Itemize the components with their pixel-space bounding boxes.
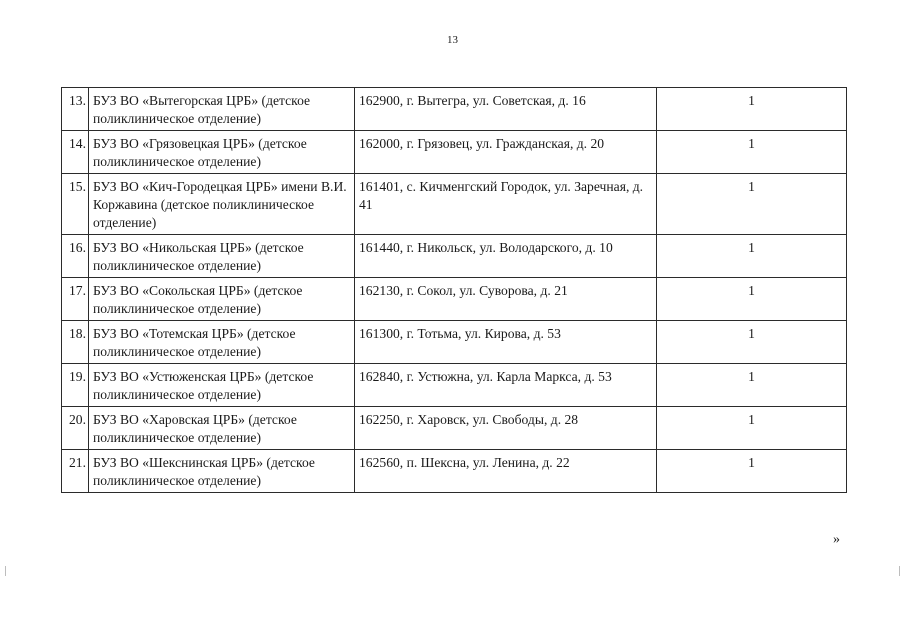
row-number-cell: 17. (62, 278, 89, 321)
facility-address-cell: 161440, г. Никольск, ул. Володарского, д. 10 (355, 235, 657, 278)
count-cell: 1 (657, 131, 847, 174)
facility-name-cell: БУЗ ВО «Сокольская ЦРБ» (детское поликлиническое отделение) (89, 278, 355, 321)
facility-address-cell: 161401, с. Кичменгский Городок, ул. Заречная, д. 41 (355, 174, 657, 235)
row-number-cell: 15. (62, 174, 89, 235)
scan-edge-mark (5, 566, 6, 576)
table-row (62, 407, 847, 450)
row-number-cell: 18. (62, 321, 89, 364)
facility-address-cell: 161300, г. Тотьма, ул. Кирова, д. 53 (355, 321, 657, 364)
scan-edge-mark (899, 566, 900, 576)
facilities-table (61, 87, 847, 493)
page-number: 13 (447, 34, 458, 46)
count-cell: 1 (657, 278, 847, 321)
table-row (62, 321, 847, 364)
table-row (62, 235, 847, 278)
table-row (62, 174, 847, 235)
facility-name-cell: БУЗ ВО «Никольская ЦРБ» (детское поликлиническое отделение) (89, 235, 355, 278)
row-number-cell: 19. (62, 364, 89, 407)
table-row (62, 88, 847, 131)
count-cell: 1 (657, 174, 847, 235)
facility-name-cell: БУЗ ВО «Харовская ЦРБ» (детское поликлиническое отделение) (89, 407, 355, 450)
facility-name-cell: БУЗ ВО «Грязовецкая ЦРБ» (детское поликлиническое отделение) (89, 131, 355, 174)
table-row (62, 364, 847, 407)
closing-quote-mark: » (833, 532, 840, 547)
row-number-cell: 16. (62, 235, 89, 278)
table-row (62, 131, 847, 174)
row-number-cell: 21. (62, 450, 89, 493)
facility-name-cell: БУЗ ВО «Кич-Городецкая ЦРБ» имени В.И. Коржавина (детское поликлиническое отделение) (89, 174, 355, 235)
table-row (62, 278, 847, 321)
count-cell: 1 (657, 407, 847, 450)
row-number-cell: 14. (62, 131, 89, 174)
facility-address-cell: 162250, г. Харовск, ул. Свободы, д. 28 (355, 407, 657, 450)
facility-address-cell: 162000, г. Грязовец, ул. Гражданская, д. 20 (355, 131, 657, 174)
facility-address-cell: 162560, п. Шексна, ул. Ленина, д. 22 (355, 450, 657, 493)
facility-address-cell: 162900, г. Вытегра, ул. Советская, д. 16 (355, 88, 657, 131)
count-cell: 1 (657, 88, 847, 131)
facility-name-cell: БУЗ ВО «Шекснинская ЦРБ» (детское поликлиническое отделение) (89, 450, 355, 493)
facility-name-cell: БУЗ ВО «Устюженская ЦРБ» (детское поликлиническое отделение) (89, 364, 355, 407)
facility-address-cell: 162130, г. Сокол, ул. Суворова, д. 21 (355, 278, 657, 321)
table-row (62, 450, 847, 493)
count-cell: 1 (657, 321, 847, 364)
facility-address-cell: 162840, г. Устюжна, ул. Карла Маркса, д. 53 (355, 364, 657, 407)
facility-name-cell: БУЗ ВО «Тотемская ЦРБ» (детское поликлиническое отделение) (89, 321, 355, 364)
count-cell: 1 (657, 235, 847, 278)
count-cell: 1 (657, 450, 847, 493)
facility-name-cell: БУЗ ВО «Вытегорская ЦРБ» (детское поликлиническое отделение) (89, 88, 355, 131)
facilities-table-body (62, 88, 847, 493)
row-number-cell: 20. (62, 407, 89, 450)
count-cell: 1 (657, 364, 847, 407)
row-number-cell: 13. (62, 88, 89, 131)
